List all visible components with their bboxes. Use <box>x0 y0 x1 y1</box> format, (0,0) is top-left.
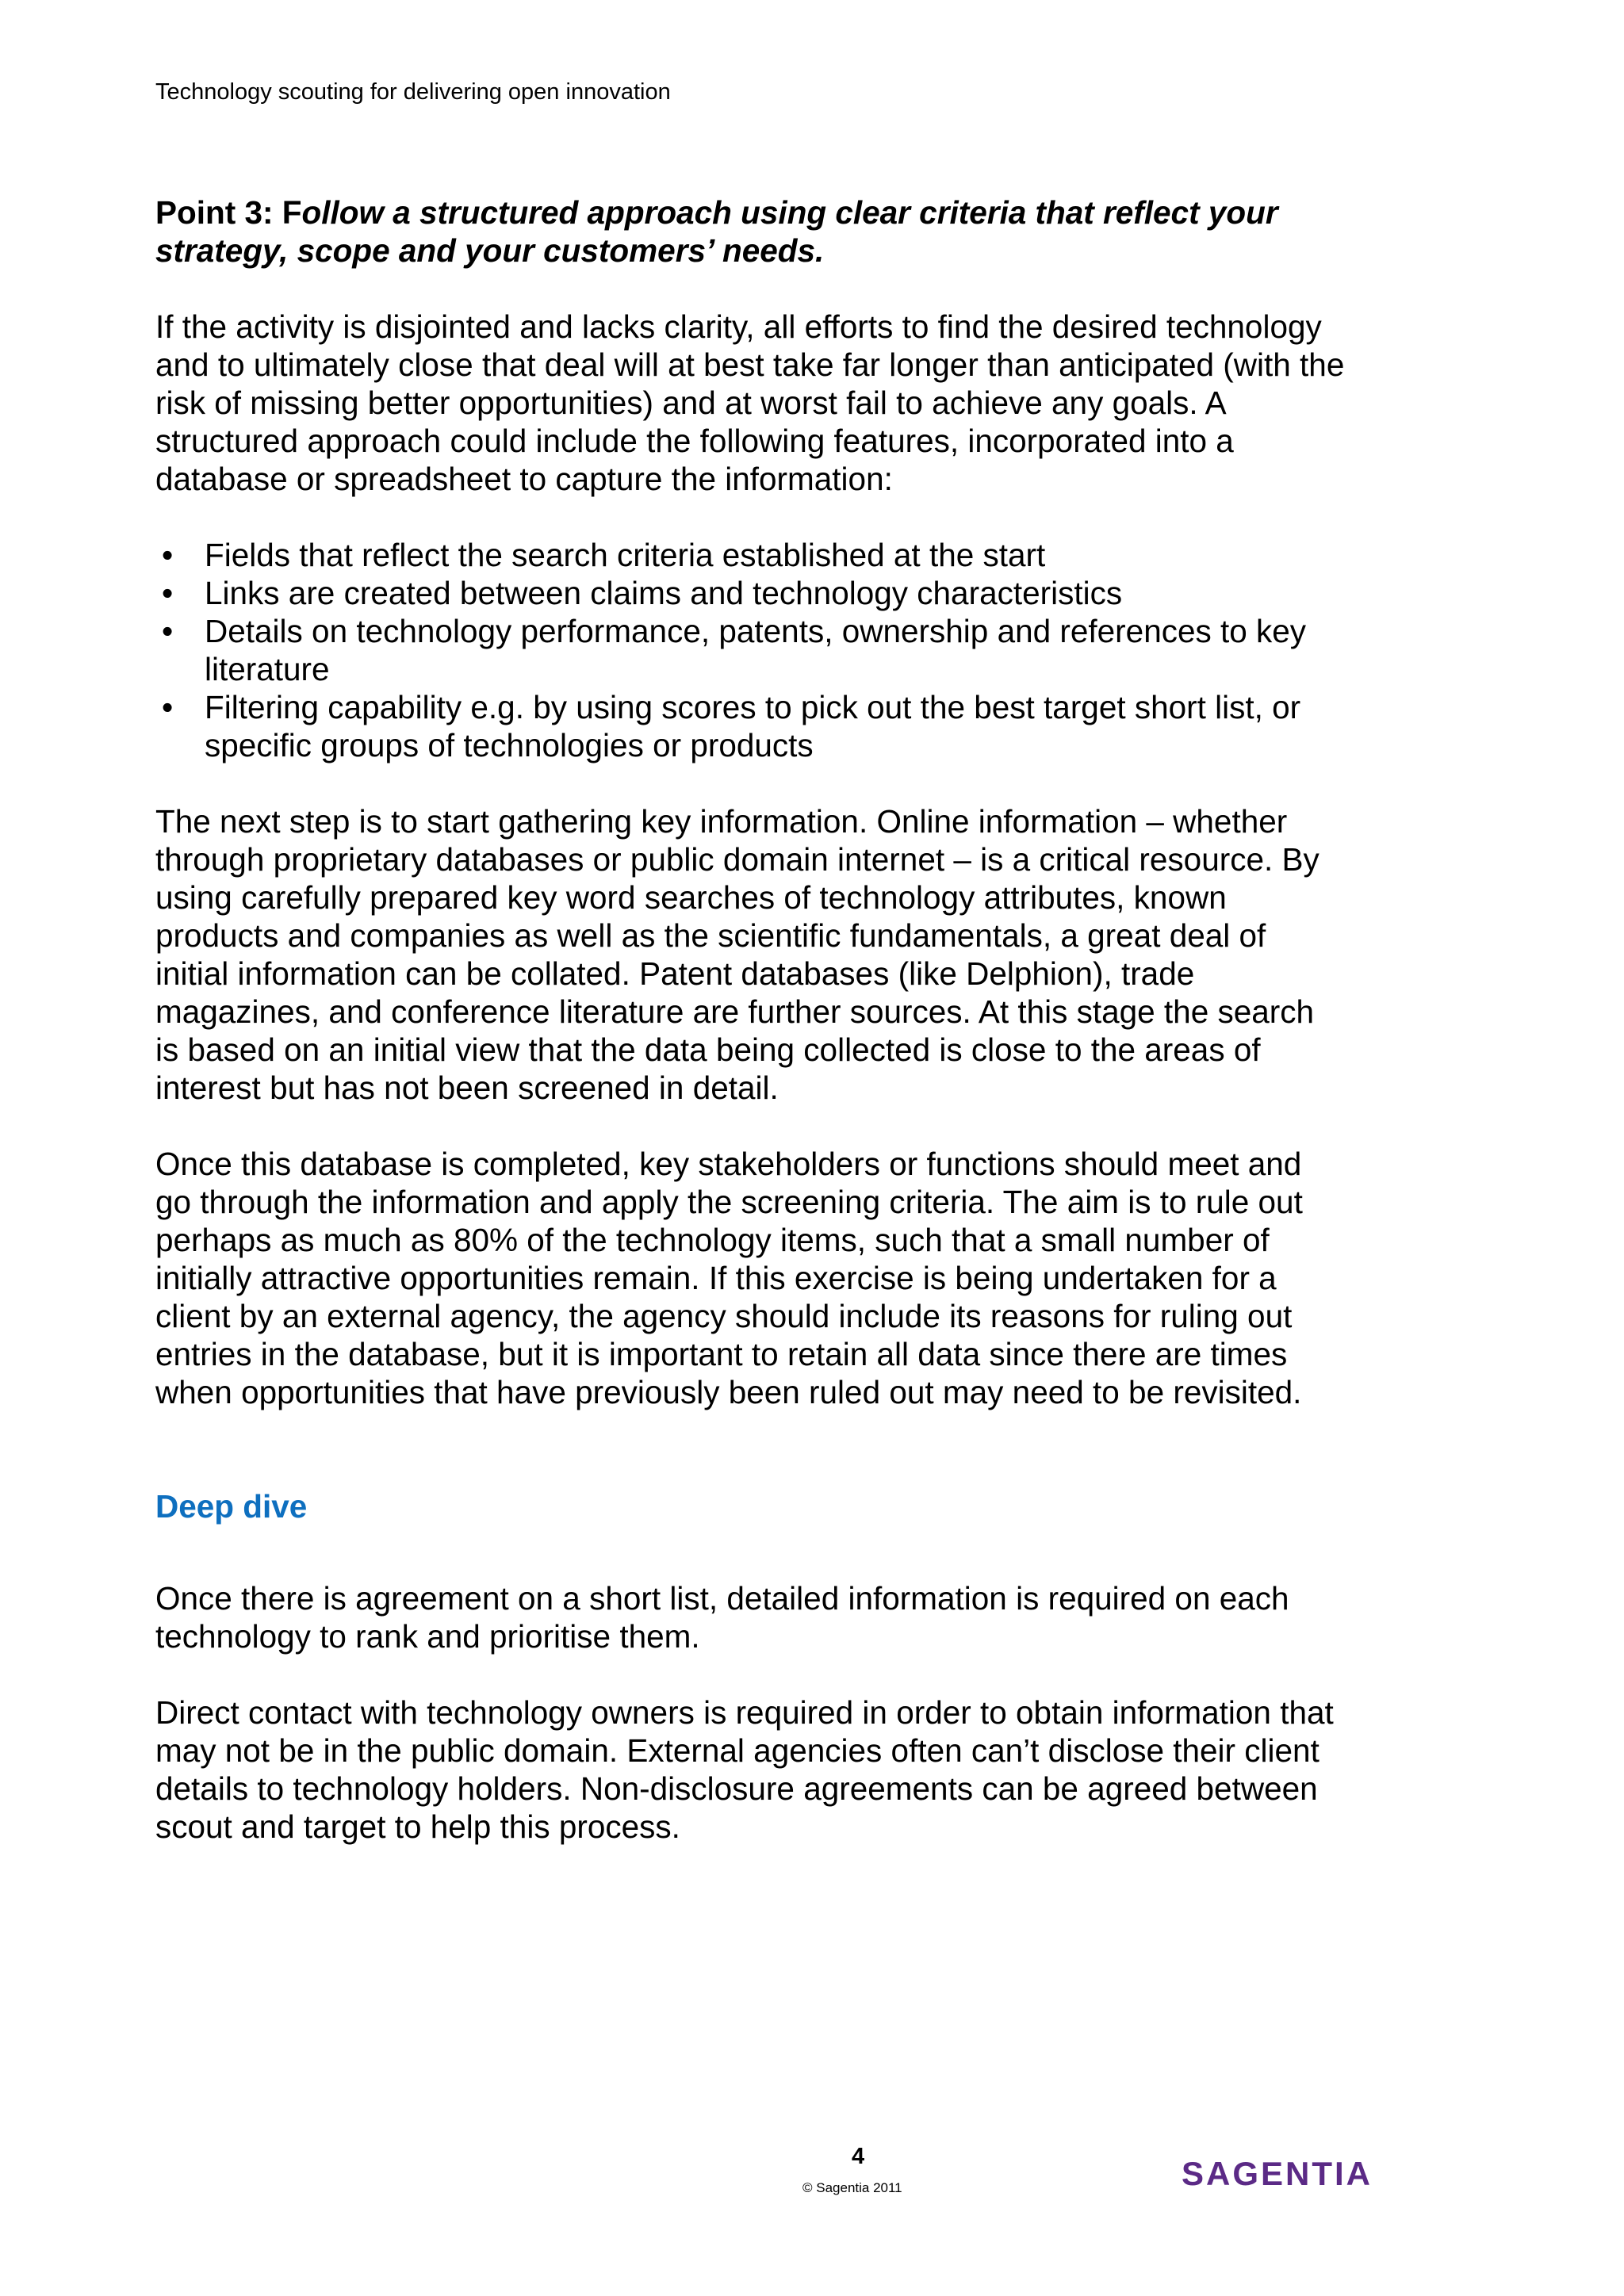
document-body <box>155 193 1345 1884</box>
list-item-text: Filtering capability e.g. by using scores to pick out the best target short list, or specific groups of technologies or products <box>205 689 1301 763</box>
deep-dive-paragraph-1: Once there is agreement on a short list, detailed information is required on each technology to rank and prioritise them. <box>155 1580 1289 1655</box>
sagentia-logo <box>1182 2155 1397 2190</box>
point-heading-lead: Point 3: F <box>155 194 302 231</box>
bullet-icon: • <box>162 575 174 611</box>
page-number: 4 <box>852 2144 865 2169</box>
point-heading <box>155 193 1345 270</box>
bullet-icon: • <box>162 537 174 573</box>
logo-wordmark: SAGENTIA <box>1182 2155 1373 2190</box>
running-header: Technology scouting for delivering open innovation <box>155 79 671 105</box>
list-item-text: Fields that reflect the search criteria established at the start <box>205 537 1046 573</box>
list-item-text: Links are created between claims and technology characteristics <box>205 575 1123 611</box>
list-item <box>155 574 1345 612</box>
list-item <box>155 688 1345 764</box>
screening-paragraph: Once this database is completed, key stakeholders or functions should meet and go through the information and apply the screening criteria. The aim is to rule out perhaps as much as 80% of the technology items, such that a small number of initially attractive opportunities remain. If this exercise is being undertaken for a client by an external agency, the agency should include its reasons for ruling out entries in the database, but it is important to retain all data since there are times when opportunities that have previously been ruled out may need to be revisited. <box>155 1146 1303 1410</box>
next-step-paragraph: The next step is to start gathering key information. Online information – whether through proprietary databases or public domain internet – is a critical resource. By using carefully prepared key word searches of technology attributes, known products and companies as well as the scientific fundamentals, a great deal of initial information can be collated. Patent databases (like Delphion), trade magazines, and conference literature are further sources. At this stage the search is based on an initial view that the data being collected is close to the areas of interest but has not been screened in detail. <box>155 803 1320 1106</box>
feature-list <box>155 536 1345 764</box>
list-item-text: Details on technology performance, patents, ownership and references to key literature <box>205 613 1307 687</box>
list-item <box>155 536 1345 574</box>
copyright-notice: © Sagentia 2011 <box>802 2180 902 2195</box>
deep-dive-heading: Deep dive <box>155 1488 308 1525</box>
intro-paragraph: If the activity is disjointed and lacks clarity, all efforts to find the desired technology and to ultimately close that deal will at best take far longer than anticipated (with the risk of missing better opportunities) and at worst fail to achieve any goals. A structured approach could include the following features, incorporated into a database or spreadsheet to capture the information: <box>155 308 1345 497</box>
bullet-icon: • <box>162 689 174 725</box>
bullet-icon: • <box>162 613 174 649</box>
point-heading-text: ollow a structured approach using clear criteria that reflect your strategy, scope and your customers’ needs. <box>155 194 1278 269</box>
list-item <box>155 612 1345 688</box>
deep-dive-paragraph-2: Direct contact with technology owners is required in order to obtain information that may not be in the public domain. External agencies often can’t disclose their client details to technology holders. Non-disclosure agreements can be agreed between scout and target to help this process. <box>155 1694 1334 1845</box>
